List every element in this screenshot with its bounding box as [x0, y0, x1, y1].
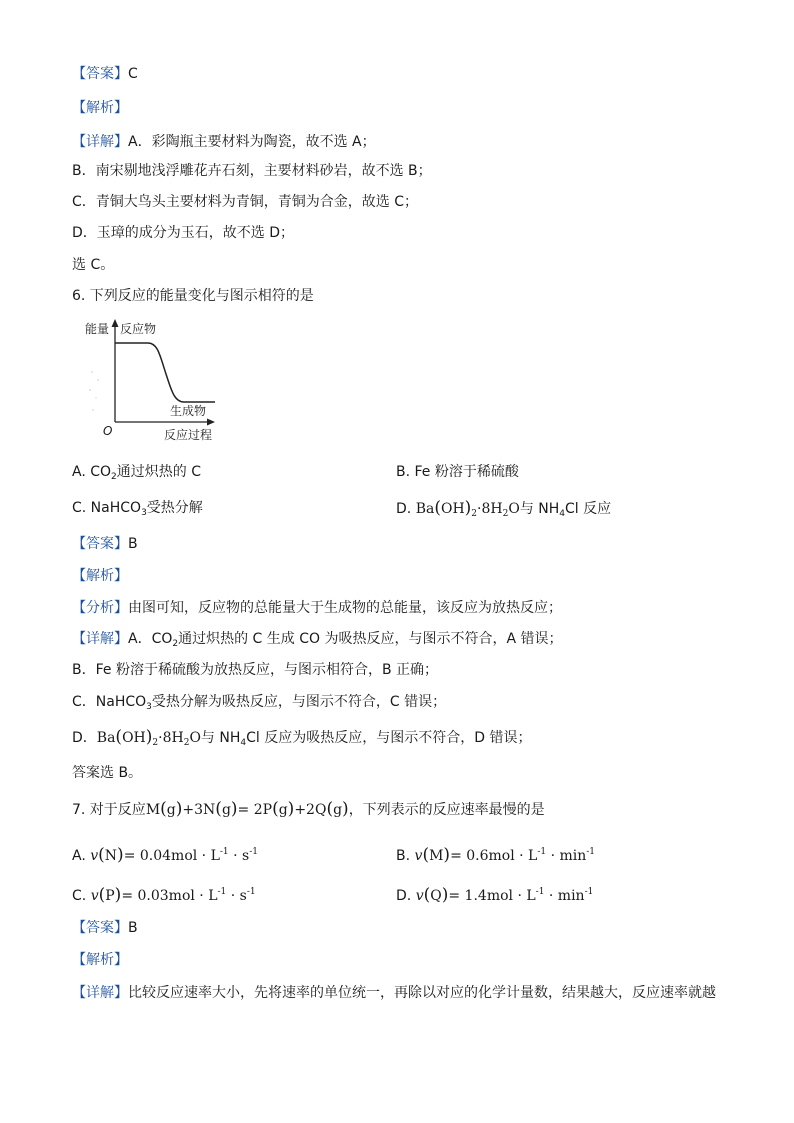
q6-detail-a: 【详解】A．$CO_2$通过炽热的 C 生成 CO 为吸热反应，与图示不符合，A 错误； — [72, 631, 563, 649]
answer-tag: 【答案】 — [72, 536, 128, 552]
detail-tag: 【详解】 — [72, 631, 128, 647]
origin-label: O — [103, 424, 113, 438]
q7-option-b: B. $v(M)= 0.6mol \cdot L^{-1} \cdot \min^{-1}$ — [396, 845, 596, 865]
y-axis-label: 能量 — [85, 322, 110, 336]
q5-detail-b: B．南宋剔地浅浮雕花卉石刻，主要材料砂岩，故不选 B； — [72, 163, 432, 179]
q6-detail-d: D．$Ba(OH)_2\cdot 8H_2O$与 $NH_4Cl$ 反应为吸热反应，与图示不符合，D 错误； — [72, 727, 532, 748]
q5-detail-d: D．玉璋的成分为玉石，故不选 D； — [72, 225, 295, 241]
q7-analysis-heading: 【解析】 — [72, 952, 128, 968]
q6-fenxi: 【分析】由图可知，反应物的总能量大于生成物的总能量，该反应为放热反应； — [72, 600, 562, 616]
q6-stem: 6. 下列反应的能量变化与图示相符的是 — [72, 288, 314, 304]
q6-option-a: A. $CO_2$通过炽热的 C — [72, 464, 201, 482]
q7-answer: B — [128, 920, 138, 936]
analysis-tag: 解析 — [86, 100, 114, 116]
x-axis-label: 反应过程 — [164, 428, 213, 442]
answer-tag: 【答案】 — [72, 920, 128, 936]
q6-option-b: B. Fe 粉溶于稀硫酸 — [396, 464, 519, 480]
energy-curve — [115, 343, 215, 402]
analysis-tag: 解析 — [86, 952, 114, 968]
q6-detail-b: B．Fe 粉溶于稀硫酸为放热反应，与图示相符合，B 正确； — [72, 662, 439, 678]
answer-tag: 【答案】 — [72, 66, 128, 82]
detail-tag: 【详解】 — [72, 985, 128, 1001]
barium-hydroxide-formula: $Ba(OH)_2\cdot 8H_2O$ — [415, 498, 520, 519]
analysis-tag: 解析 — [86, 568, 114, 584]
q5-answer: C — [128, 66, 138, 82]
reaction-equation: M(g)+3N(g)= 2P(g)+2Q(g) — [145, 799, 349, 819]
q6-answer: B — [128, 536, 138, 552]
q6-option-d: D. $Ba(OH)_2\cdot 8H_2O$与 $NH_4Cl$ 反应 — [396, 498, 612, 519]
q6-conclusion: 答案选 B。 — [72, 765, 143, 781]
q7-option-c: C. $v(P)= 0.03mol \cdot L^{-1} \cdot s^{-1}$ — [72, 885, 256, 905]
q7-option-d: D. $v(Q)= 1.4mol \cdot L^{-1} \cdot \min^{-1}$ — [396, 885, 594, 905]
product-label: 生成物 — [170, 404, 207, 418]
q5-conclusion: 选 C。 — [72, 257, 115, 273]
fenxi-tag: 【分析】 — [72, 600, 128, 616]
q6-option-c: C. NaHCO$_3$受热分解 — [72, 500, 203, 518]
reactant-label: 反应物 — [120, 322, 157, 336]
q6-detail-c: C．NaHCO$_3$受热分解为吸热反应，与图示不符合，C 错误； — [72, 694, 447, 712]
q7-detail: 【详解】比较反应速率大小，先将速率的单位统一，再除以对应的化学计量数，结果越大，反应速率就越 — [72, 985, 716, 1001]
q5-detail-c: C．青铜大鸟头主要材料为青铜，青铜为合金，故选 C； — [72, 194, 418, 210]
q6-answer-line — [72, 534, 138, 554]
q5-analysis-heading: 【解析】 — [72, 100, 128, 116]
q5-detail-a: 【详解】A．彩陶瓶主要材料为陶瓷，故不选 A； — [72, 134, 376, 150]
q7-answer-line — [72, 918, 138, 938]
energy-diagram — [72, 316, 232, 446]
q7-option-a: A. $v(N)= 0.04mol \cdot L^{-1} \cdot s^{-1}$ — [72, 845, 258, 865]
detail-tag: 【详解】 — [72, 134, 128, 150]
q6-analysis-heading: 【解析】 — [72, 568, 128, 584]
q7-stem: 7. 对于反应M(g)+3N(g)= 2P(g)+2Q(g)，下列表示的反应速率最慢的是 — [72, 799, 545, 819]
q5-answer-line — [72, 64, 138, 84]
